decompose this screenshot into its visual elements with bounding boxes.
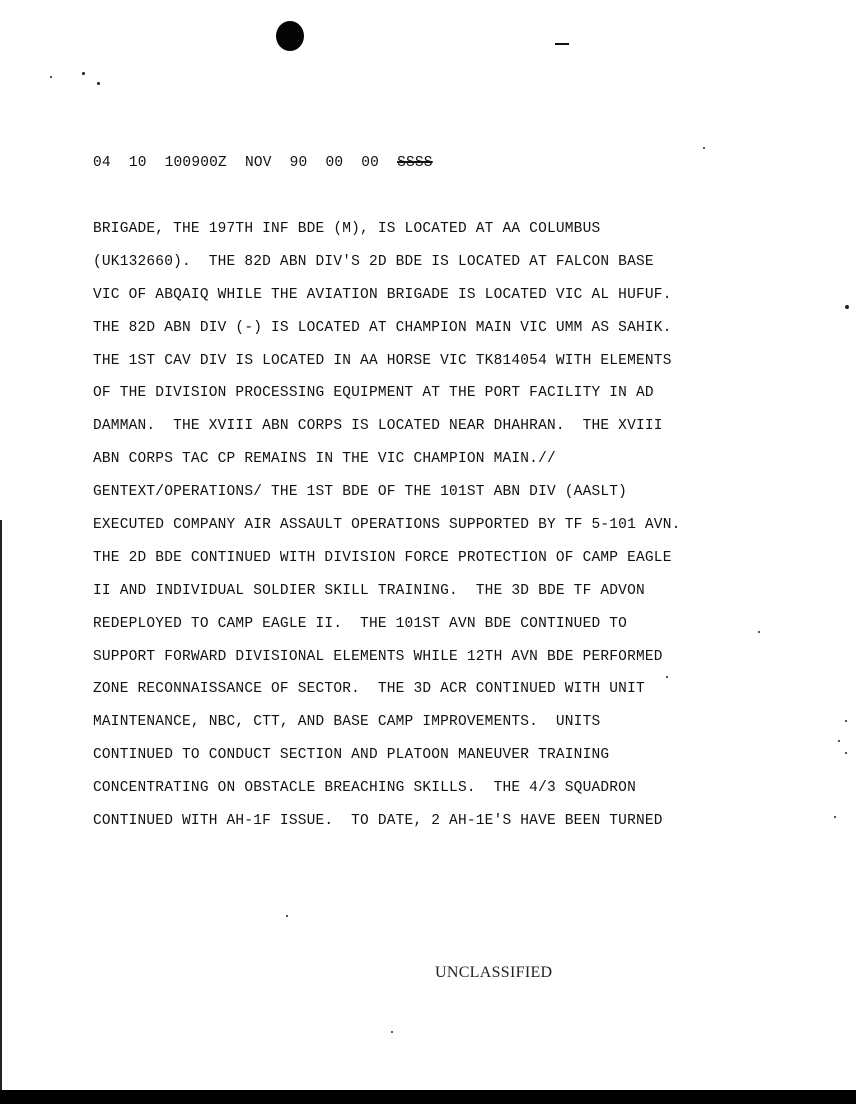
body-line: SUPPORT FORWARD DIVISIONAL ELEMENTS WHILE 12TH AVN BDE PERFORMED	[93, 648, 663, 665]
header-field: 90	[289, 155, 308, 171]
body-line: THE 82D ABN DIV (-) IS LOCATED AT CHAMPION MAIN VIC UMM AS SAHIK.	[93, 319, 672, 336]
header-field: 04	[93, 155, 111, 171]
body-line: ZONE RECONNAISSANCE OF SECTOR. THE 3D ACR CONTINUED WITH UNIT	[93, 681, 645, 698]
message-header-line	[93, 155, 433, 171]
body-line: BRIGADE, THE 197TH INF BDE (M), IS LOCATED AT AA COLUMBUS	[93, 221, 601, 237]
classification-marking: UNCLASSIFIED	[435, 964, 553, 981]
scan-speck	[50, 76, 52, 78]
scan-speck	[845, 305, 849, 309]
scan-speck	[391, 1031, 393, 1033]
body-line: CONTINUED TO CONDUCT SECTION AND PLATOON MANEUVER TRAINING	[93, 747, 610, 764]
struck-classification-mark: SSSS	[397, 155, 433, 171]
scan-bottom-border	[0, 1090, 856, 1104]
body-line: THE 2D BDE CONTINUED WITH DIVISION FORCE PROTECTION OF CAMP EAGLE	[93, 549, 672, 566]
header-field: 10	[128, 155, 147, 171]
scan-left-edge	[0, 520, 2, 1090]
body-line: CONCENTRATING ON OBSTACLE BREACHING SKILLS. THE 4/3 SQUADRON	[93, 780, 636, 797]
body-line: CONTINUED WITH AH-1F ISSUE. TO DATE, 2 AH-1E'S HAVE BEEN TURNED	[93, 813, 663, 830]
body-line: II AND INDIVIDUAL SOLDIER SKILL TRAINING. THE 3D BDE TF ADVON	[93, 582, 645, 599]
scan-speck	[286, 915, 288, 917]
scan-speck	[703, 147, 705, 149]
scan-speck	[845, 752, 847, 754]
header-field: 00	[325, 155, 344, 171]
header-field: 00	[361, 155, 380, 171]
header-field: 100900Z	[164, 155, 227, 171]
body-line: OF THE DIVISION PROCESSING EQUIPMENT AT THE PORT FACILITY IN AD	[93, 385, 654, 402]
body-line: REDEPLOYED TO CAMP EAGLE II. THE 101ST AVN BDE CONTINUED TO	[93, 615, 628, 632]
body-line: MAINTENANCE, NBC, CTT, AND BASE CAMP IMPROVEMENTS. UNITS	[93, 714, 601, 731]
header-field: NOV	[244, 155, 272, 171]
body-line: DAMMAN. THE XVIII ABN CORPS IS LOCATED NEAR DHAHRAN. THE XVIII	[93, 418, 663, 435]
message-body	[93, 219, 793, 844]
body-line: (UK132660). THE 82D ABN DIV'S 2D BDE IS LOCATED AT FALCON BASE	[93, 253, 654, 270]
body-line: EXECUTED COMPANY AIR ASSAULT OPERATIONS SUPPORTED BY TF 5-101 AVN.	[93, 517, 681, 534]
body-line: THE 1ST CAV DIV IS LOCATED IN AA HORSE VIC TK814054 WITH ELEMENTS	[93, 352, 672, 369]
scan-dash-mark	[555, 43, 569, 45]
scan-speck	[82, 72, 85, 75]
scan-speck	[845, 720, 847, 722]
body-line: ABN CORPS TAC CP REMAINS IN THE VIC CHAMPION MAIN.//	[93, 451, 556, 468]
body-line: GENTEXT/OPERATIONS/ THE 1ST BDE OF THE 101ST ABN DIV (AASLT)	[93, 484, 628, 501]
body-line: VIC OF ABQAIQ WHILE THE AVIATION BRIGADE IS LOCATED VIC AL HUFUF.	[93, 286, 672, 303]
scan-speck	[97, 82, 100, 85]
scan-speck	[838, 740, 840, 742]
hole-punch-mark	[276, 21, 304, 51]
scan-speck	[834, 816, 836, 818]
